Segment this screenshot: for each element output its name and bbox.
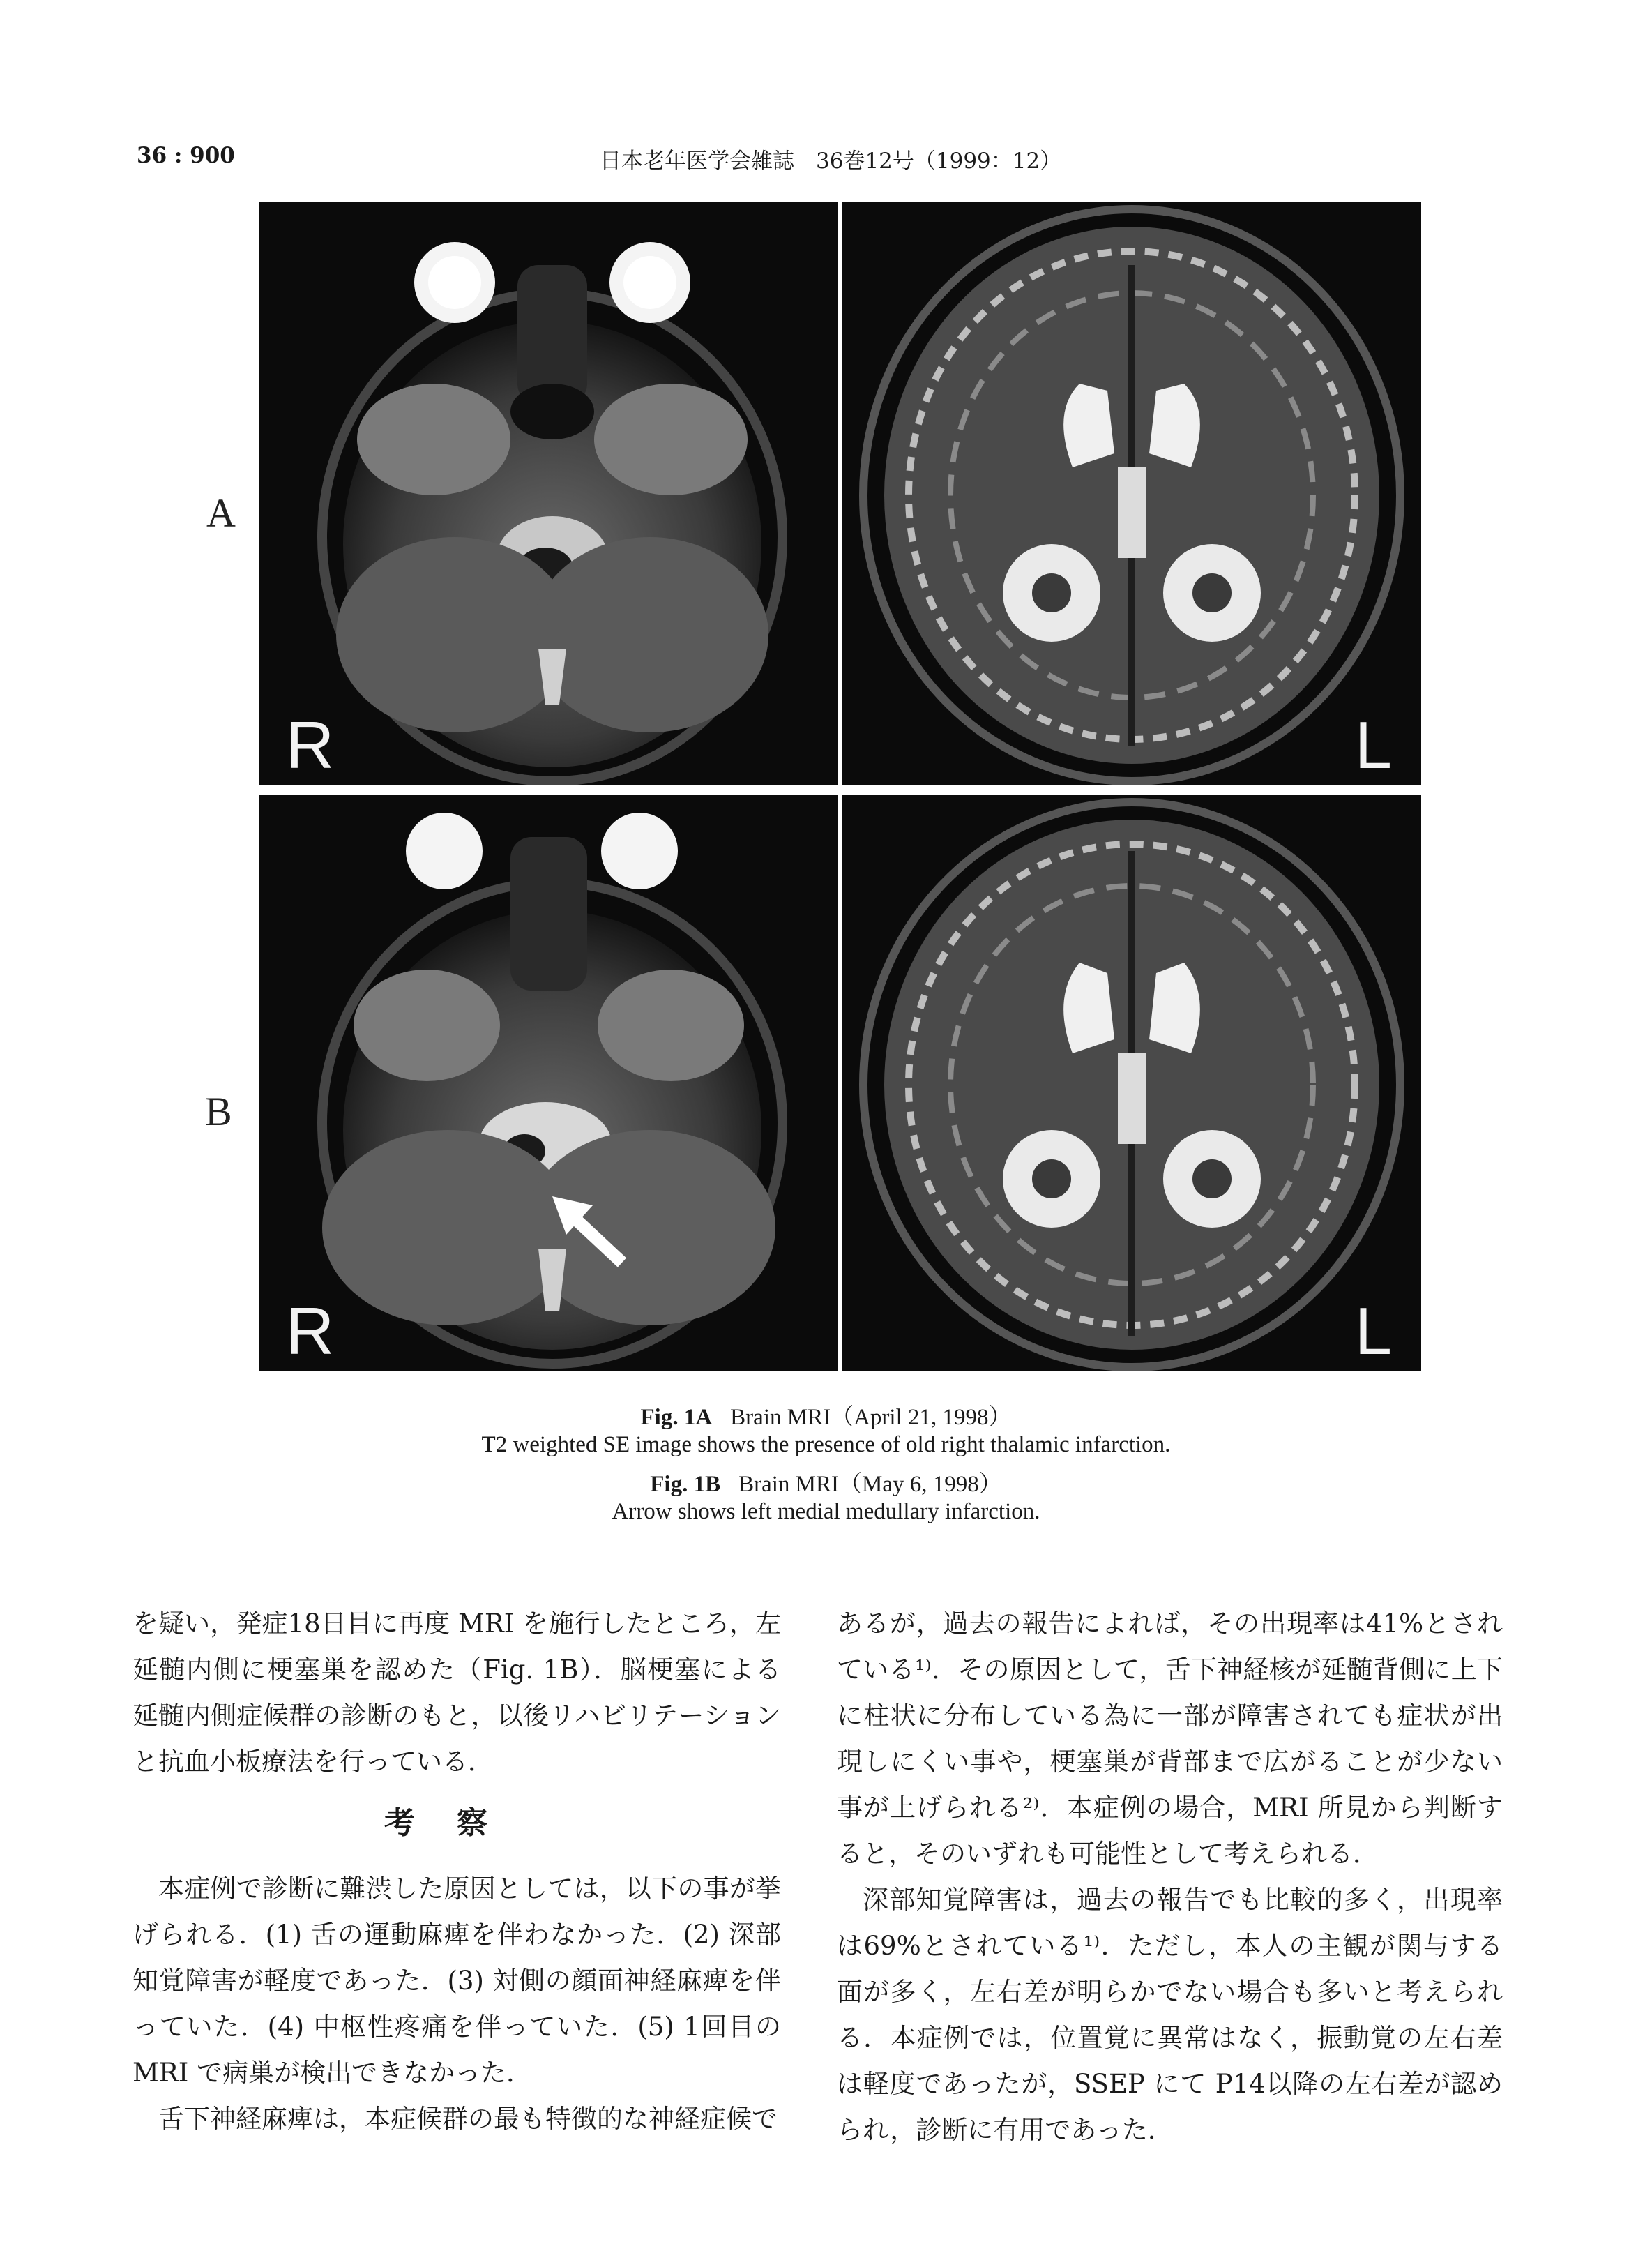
right-text-column <box>837 1601 1503 2153</box>
paragraph: 本症例で診断に難渋した原因としては，以下の事が挙げられる．(1) 舌の運動麻痺を伴わなかった．(2) 深部知覚障害が軽度であった．(3) 対側の顔面神経麻痺を伴っていた．(4) 中枢性疼痛を伴っていた．(5) 1回目の MRI で病巣が検出できなかった． <box>132 1874 781 2088</box>
caption-fig-1a-description <box>0 1432 1652 1458</box>
caption-label: Fig. 1B <box>650 1472 721 1497</box>
caption-text: Brain MRI（May 6, 1998） <box>738 1472 1002 1497</box>
paragraph: を疑い，発症18日目に再度 MRI を施行したところ，左延髄内側に梗塞巣を認めた（Fig. 1B）．脳梗塞による延髄内側症候群の診断のもと，以後リハビリテーションと抗血小板療法を行っている． <box>132 1609 781 1777</box>
caption-text: Brain MRI（April 21, 1998） <box>730 1405 1012 1430</box>
page-number: 36 : 900 <box>137 143 235 168</box>
caption-fig-1a <box>0 1399 1652 1431</box>
caption-fig-1b-description <box>0 1499 1652 1525</box>
section-heading: 考察 <box>384 1805 529 1841</box>
caption-text: T2 weighted SE image shows the presence of old right thalamic infarction. <box>481 1432 1171 1457</box>
caption-label: Fig. 1A <box>640 1405 713 1430</box>
paragraph: 舌下神経麻痺は，本症候群の最も特徴的な神経症候で <box>158 2104 778 2134</box>
left-text-column <box>132 1601 781 2142</box>
row-label-b: B <box>205 1089 232 1134</box>
mri-panel-b-left <box>259 795 838 1371</box>
paragraph: あるが，過去の報告によれば，その出現率は41%とされている¹⁾．その原因として，舌下神経核が延髄背側に上下に柱状に分布している為に一部が障害されても症状が出現しにくい事や，梗塞巣が背部まで広がることが少ない事が上げられる²⁾．本症例の場合，MRI 所見から判断すると，そのいずれも可能性として考えられる． <box>837 1609 1503 1869</box>
mri-panel-a-left <box>259 202 838 785</box>
row-label-a: A <box>206 490 236 536</box>
mri-image-ventricles-followup <box>842 795 1421 1371</box>
side-label-left: L <box>1354 708 1392 783</box>
side-label-left: L <box>1354 1294 1392 1369</box>
side-label-right: R <box>286 1294 335 1369</box>
side-label-right: R <box>286 708 335 783</box>
journal-header: 日本老年医学会雑誌 36巻12号（1999：12） <box>600 149 1062 174</box>
mri-panel-a-right <box>842 202 1421 785</box>
mri-image-skull-base <box>259 202 838 785</box>
caption-text: Arrow shows left medial medullary infarction. <box>612 1499 1040 1524</box>
caption-fig-1b <box>0 1466 1652 1498</box>
mri-panel-b-right <box>842 795 1421 1371</box>
mri-image-ventricles <box>842 202 1421 785</box>
mri-image-skull-base-followup <box>259 795 838 1371</box>
paragraph: 深部知覚障害は，過去の報告でも比較的多く，出現率は69%とされている¹⁾．ただし，本人の主観が関与する面が多く，左右差が明らかでない場合も多いと考えられる．本症例では，位置覚に異常はなく，振動覚の左右差は軽度であったが，SSEP にて P14以降の左右差が認められ，診断に有用であった． <box>837 1885 1503 2145</box>
